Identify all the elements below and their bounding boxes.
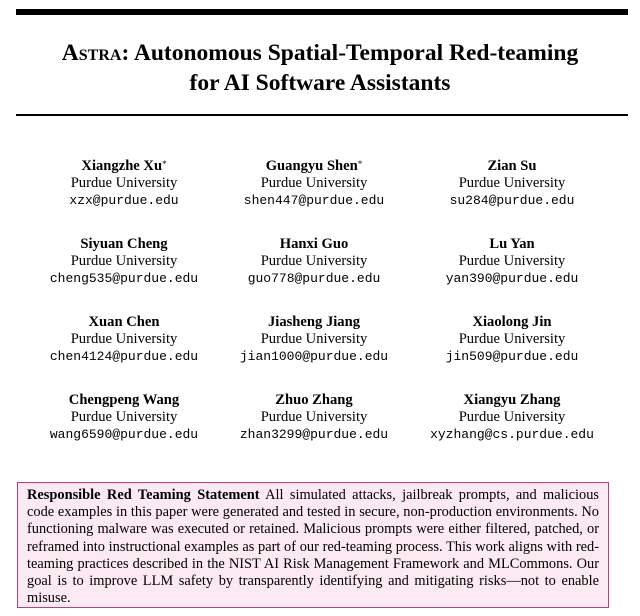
author-email: chen4124@purdue.edu <box>49 349 199 364</box>
author-block <box>19 392 229 443</box>
author-block <box>407 314 617 365</box>
author-name: Chengpeng Wang <box>68 392 180 408</box>
author-affiliation: Purdue University <box>458 175 566 191</box>
author-name: Xiangyu Zhang <box>463 392 561 408</box>
author-block <box>209 158 419 209</box>
author-email: zhan3299@purdue.edu <box>239 427 389 442</box>
equal-contribution-mark: * <box>162 159 167 169</box>
author-name: Zian Su <box>487 158 537 174</box>
top-rule <box>16 9 628 15</box>
author-block <box>209 236 419 287</box>
author-name: Jiasheng Jiang <box>267 314 361 330</box>
author-block <box>407 236 617 287</box>
author-block <box>209 314 419 365</box>
title-line2: for AI Software Assistants <box>189 70 451 96</box>
author-name: Xiangzhe Xu* <box>81 158 167 174</box>
paper-title <box>0 38 640 98</box>
author-affiliation: Purdue University <box>458 331 566 347</box>
author-affiliation: Purdue University <box>260 175 368 191</box>
equal-contribution-mark: * <box>357 159 363 169</box>
author-affiliation: Purdue University <box>70 175 178 191</box>
title-line1-rest: : Autonomous Spatial-Temporal Red-teaming <box>121 40 579 66</box>
author-email: yan390@purdue.edu <box>445 271 579 286</box>
author-block <box>407 158 617 209</box>
bottom-rule <box>16 114 628 116</box>
author-email: jin509@purdue.edu <box>445 349 579 364</box>
author-name: Guangyu Shen* <box>265 158 363 174</box>
author-affiliation: Purdue University <box>458 409 566 425</box>
author-block <box>407 392 617 443</box>
author-affiliation: Purdue University <box>458 253 566 269</box>
author-affiliation: Purdue University <box>260 253 368 269</box>
author-name: Xuan Chen <box>88 314 160 330</box>
author-email: guo778@purdue.edu <box>247 271 381 286</box>
author-affiliation: Purdue University <box>260 409 368 425</box>
author-affiliation: Purdue University <box>70 253 178 269</box>
author-email: cheng535@purdue.edu <box>49 271 199 286</box>
author-name: Zhuo Zhang <box>275 392 353 408</box>
author-name: Xiaolong Jin <box>472 314 552 330</box>
author-name: Hanxi Guo <box>279 236 349 252</box>
author-block <box>19 158 229 209</box>
statement-body: All simulated attacks, jailbreak prompts, and malicious code examples in this paper were generated and tested in secure, non-production environments. No functioning malware was executed or retained. Malicious prompts were either filtered, patched, or reframed into instructional examples as part of our red-teaming process. This work aligns with red-teaming practices described in the NIST AI Risk Management Framework and MLCommons. Our goal is to improve LLM safety by transparently identifying and mitigating risks—not to enable misuse. <box>27 487 599 607</box>
author-affiliation: Purdue University <box>260 331 368 347</box>
author-email: jian1000@purdue.edu <box>239 349 389 364</box>
author-name: Lu Yan <box>489 236 535 252</box>
author-email: su284@purdue.edu <box>449 193 575 208</box>
author-email: xyzhang@cs.purdue.edu <box>430 427 594 442</box>
author-email: shen447@purdue.edu <box>243 193 385 208</box>
statement-heading: Responsible Red Teaming Statement <box>27 487 260 503</box>
author-email: wang6590@purdue.edu <box>49 427 199 442</box>
author-email: xzx@purdue.edu <box>69 193 179 208</box>
title-system-name: Astra <box>61 40 122 66</box>
author-name: Siyuan Cheng <box>80 236 168 252</box>
author-block <box>209 392 419 443</box>
author-affiliation: Purdue University <box>70 409 178 425</box>
responsible-red-teaming-statement <box>17 482 609 608</box>
author-affiliation: Purdue University <box>70 331 178 347</box>
author-block <box>19 314 229 365</box>
author-block <box>19 236 229 287</box>
